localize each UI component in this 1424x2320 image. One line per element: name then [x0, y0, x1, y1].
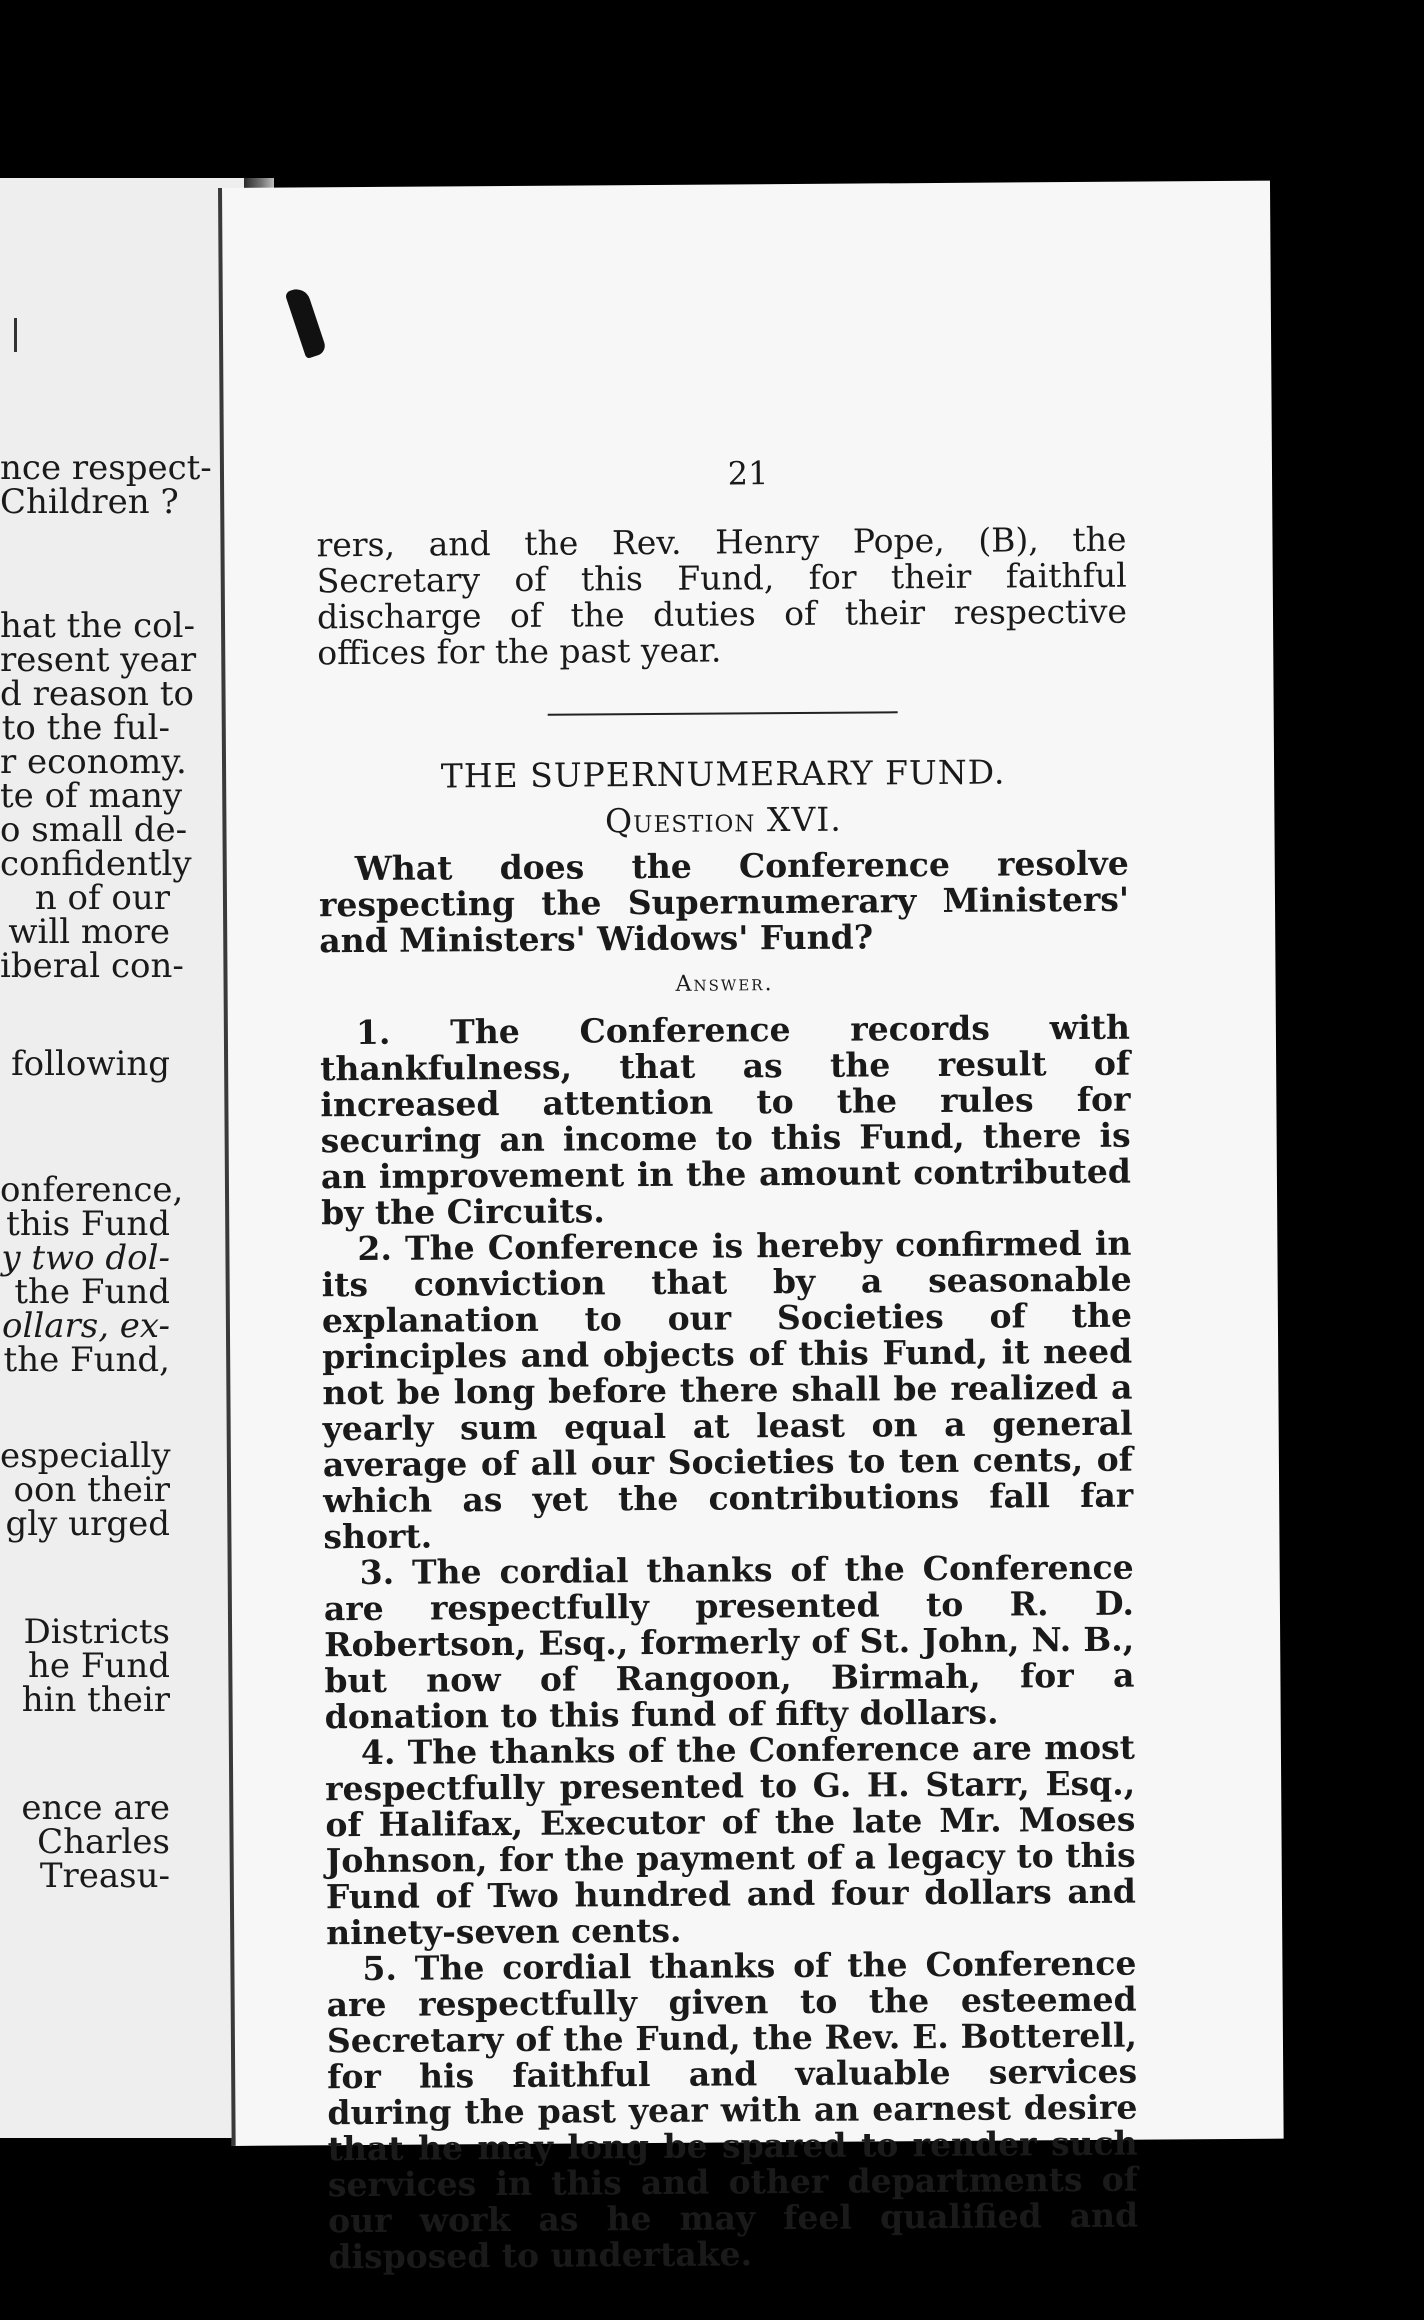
left-page-line: the Fund [14, 1272, 170, 1312]
left-page-line: ence are [21, 1788, 170, 1828]
left-page-line: will more [8, 912, 170, 952]
left-page-line: this Fund [6, 1204, 170, 1244]
left-page-line: o small de- [0, 810, 188, 850]
answer-item-4: 4. The thanks of the Conference are most respectfully presented to G. H. Starr, Esq., of Halifax, Executor of the late Mr. Moses Johnson, for the payment of a legacy to this Fund of Two hundred and four dollars and ninety-seven cents. [325, 1727, 1137, 1953]
section-divider [548, 711, 898, 715]
left-page-line: especially [0, 1436, 171, 1476]
left-page-line: following [11, 1044, 170, 1084]
margin-mark [14, 318, 17, 352]
left-page-line: gly urged [5, 1504, 170, 1544]
left-page-line: he Fund [28, 1646, 170, 1686]
left-page-line: oon their [13, 1470, 170, 1510]
left-page-line: ollars, ex- [2, 1306, 170, 1346]
left-page-line: te of many [0, 776, 183, 816]
answer-item-2: 2. The Conference is hereby confirmed in its conviction that by a seasonable explanation to our Societies of the principles and objects of this Fund, it need not be long before there shall be realized a yearly sum equal at least on a general average of all our Societies to ten cents, of which as yet the contributions fall far short. [321, 1223, 1134, 1557]
question-heading: Question XVI. [604, 799, 842, 841]
left-page-line: iberal con- [0, 946, 184, 986]
left-page-line: onference, [0, 1170, 184, 1210]
left-page-line: n of our [34, 878, 170, 918]
page-content [316, 519, 1139, 2277]
opening-paragraph: rers, and the Rev. Henry Pope, (B), the Secretary of this Fund, for their faithful discharge of the duties of their respective offices for the past year. [316, 519, 1128, 673]
answer-heading: Answer. [675, 971, 774, 997]
left-page-line: Treasu- [39, 1856, 170, 1896]
right-page [218, 181, 1284, 2277]
left-page [0, 178, 244, 2138]
left-page-line: hat the col- [0, 606, 196, 646]
left-page-line: Children ? [0, 482, 179, 522]
ink-blot [284, 286, 327, 359]
left-page-line: nce respect- [0, 448, 212, 488]
left-page-line: resent year [0, 640, 197, 680]
left-page-line: Districts [23, 1612, 170, 1652]
answer-item-1: 1. The Conference records with thankfulness, that as the result of increased attention to the rules for securing an income to this Fund, there is an improvement in the amount contributed by the Circuits. [320, 1007, 1132, 1233]
answer-item-5: 5. The cordial thanks of the Conference are respectfully given to the esteemed Secretary of the Fund, the Rev. E. Botterell, for his faithful and valuable services during the past year with an earnest desire that he may long be spared to render such services in this and other departments of our work as he may feel qualified and disposed to undertake. [326, 1943, 1139, 2277]
left-page-line: d reason to [0, 674, 194, 714]
question-text: What does the Conference resolve respecting the Supernumerary Ministers' and Ministers' Widows' Fund? [318, 843, 1130, 961]
left-page-line: to the ful- [1, 708, 170, 748]
left-page-line: confidently [0, 844, 192, 884]
left-page-line: y two dol- [1, 1238, 170, 1278]
left-page-line: r economy. [0, 742, 187, 782]
left-page-line: the Fund, [3, 1340, 170, 1380]
section-title: THE SUPERNUMERARY FUND. [440, 752, 1006, 796]
left-page-line: hin their [21, 1680, 170, 1720]
answer-item-3: 3. The cordial thanks of the Conference are respectfully presented to R. D. Robertson, Esq., formerly of St. John, N. B., but now of Rangoon, Birmah, for a donation to this fund of fifty dollars. [323, 1547, 1135, 1737]
page-number: 21 [727, 454, 769, 493]
left-page-line: Charles [37, 1822, 170, 1862]
